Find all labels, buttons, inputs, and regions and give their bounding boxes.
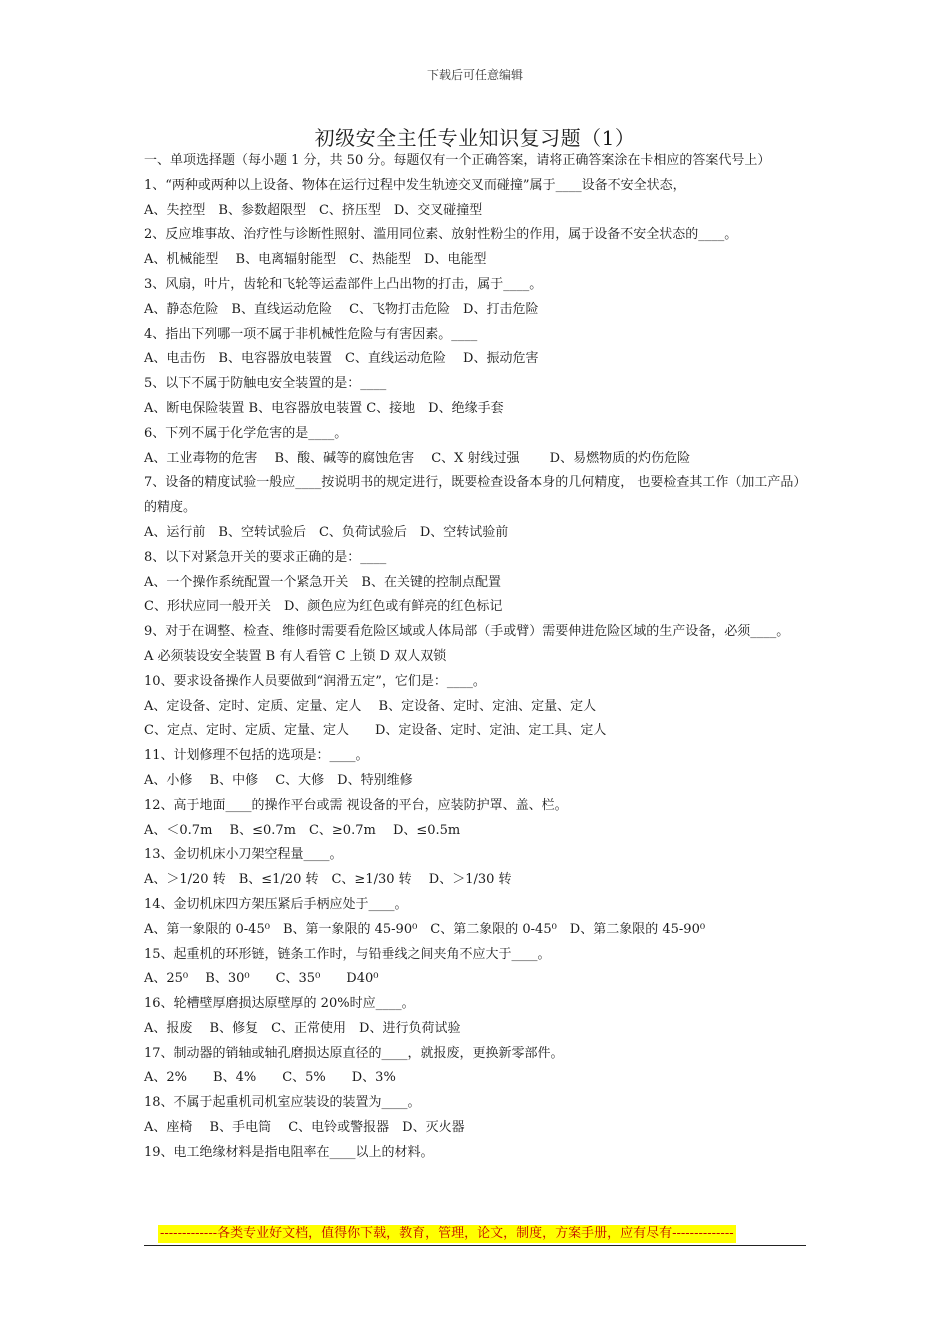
question-text: 8、以下对紧急开关的要求正确的是：____ (144, 549, 387, 565)
question-text: 10、要求设备操作人员要做到“润滑五定”，它们是：____。 (144, 673, 486, 689)
question-text: 4、指出下列哪一项不属于非机械性危险与有害因素。____ (144, 326, 478, 342)
answer-options: A、＜0.7m B、≤0.7m C、≥0.7m D、≤0.5m (144, 822, 461, 838)
answer-options: A、电击伤 B、电容器放电装置 C、直线运动危险 D、振动危害 (144, 351, 539, 367)
question-text: 3、风扇，叶片，齿轮和飞轮等运盍部件上凸出物的打击，属于____。 (144, 276, 543, 292)
answer-options: A、静态危险 B、直线运动危险 C、飞物打击危险 D、打击危险 (144, 301, 539, 317)
answer-options: A、机械能型 B、电离辐射能型 C、热能型 D、电能型 (144, 252, 487, 268)
question-text: 9、对于在调整、检查、维修时需要看危险区域或人体局部（手或臂）需要伸进危险区域的生产设备，必须____。 (144, 624, 790, 640)
answer-options: A、断电保险装置 B、电容器放电装置 C、接地 D、绝缘手套 (144, 400, 504, 416)
document-title: 初级安全主任专业知识复习题（1） (314, 126, 636, 150)
footer-banner: -------------各类专业好文档，值得你下载，教育，管理，论文，制度，方案手册，应有尽有-------------- (160, 1226, 734, 1241)
question-text: 5、以下不属于防触电安全装置的是：____ (144, 376, 387, 392)
answer-options: A、＞1/20 转 B、≤1/20 转 C、≥1/30 转 D、＞1/30 转 (144, 872, 512, 888)
question-text: 2、反应堆事故、治疗性与诊断性照射、滥用同位素、放射性粉尘的作用，属于设备不安全状态的____。 (144, 227, 738, 243)
answer-options: A、2% B、4% C、5% D、3% (144, 1070, 396, 1086)
answer-options: A、报废 B、修复 C、正常使用 D、进行负荷试验 (144, 1020, 461, 1036)
answer-options: A、失控型 B、参数超限型 C、挤压型 D、交叉碰撞型 (144, 202, 483, 218)
question-text: 18、不属于起重机司机室应装设的装置为____。 (144, 1095, 421, 1111)
question-text: 1、“两种或两种以上设备、物体在运行过程中发生轨迹交叉而碰撞”属于____设备不安全状态， (144, 177, 686, 193)
answer-options: A、座椅 B、手电筒 C、电铃或警报器 D、灭火器 (144, 1120, 465, 1136)
answer-options: A、小修 B、中修 C、大修 D、特别维修 (144, 772, 413, 788)
question-text: 16、轮槽壁厚磨损达原壁厚的 20%时应____。 (144, 996, 415, 1012)
section-heading: 一、单项选择题（每小题 1 分，共 50 分。每题仅有一个正确答案，请将正确答案涂在卡相应的答案代号上） (144, 153, 771, 168)
question-text: 19、电工绝缘材料是指电阻率在____以上的材料。 (144, 1144, 434, 1160)
answer-options: A 必须装设安全装置 B 有人看管 C 上锁 D 双人双锁 (144, 648, 447, 664)
answer-options: C、定点、定时、定质、定量、定人 D、定设备、定时、定油、定工具、定人 (144, 723, 607, 739)
answer-options: A、第一象限的 0-45⁰ B、第一象限的 45-90⁰ C、第二象限的 0-45⁰ D、第二象限的 45-90⁰ (144, 921, 706, 937)
answer-options: A、25⁰ B、30⁰ C、35⁰ D40⁰ (144, 971, 379, 987)
answer-options: A、工业毒物的危害 B、酸、碱等的腐蚀危害 C、X 射线过强 D、易燃物质的灼伤危险 (144, 450, 691, 466)
question-text: 15、起重机的环形链，链条工作时，与铅垂线之间夹角不应大于____。 (144, 946, 551, 962)
question-list (144, 149, 810, 1166)
question-text: 13、金切机床小刀架空程量____。 (144, 847, 343, 863)
answer-options: A、一个操作系统配置一个紧急开关 B、在关键的控制点配置 (144, 574, 501, 590)
question-text: 14、金切机床四方架压紧后手柄应处于____。 (144, 896, 408, 912)
question-text: 6、下列不属于化学危害的是____。 (144, 425, 348, 441)
footer-divider (144, 1245, 806, 1246)
answer-options: C、形状应同一般开关 D、颜色应为红色或有鲜亮的红色标记 (144, 599, 503, 615)
answer-options: A、定设备、定时、定质、定量、定人 B、定设备、定时、定油、定量、定人 (144, 698, 597, 714)
question-text: 17、制动器的销轴或轴孔磨损达原直径的____，就报废，更换新零部件。 (144, 1045, 564, 1061)
question-text: 7、设备的精度试验一般应____按说明书的规定进行，既要检查设备本身的几何精度， 也要检查其工作（加工产品）的精度。 (144, 475, 807, 516)
header-note: 下载后可任意编辑 (426, 68, 523, 82)
answer-options: A、运行前 B、空转试验后 C、负荷试验后 D、空转试验前 (144, 524, 509, 540)
question-text: 11、计划修理不包括的选项是：____。 (144, 748, 369, 764)
question-text: 12、高于地面____的操作平台或需 视设备的平台，应装防护罩、盖、栏。 (144, 797, 568, 813)
